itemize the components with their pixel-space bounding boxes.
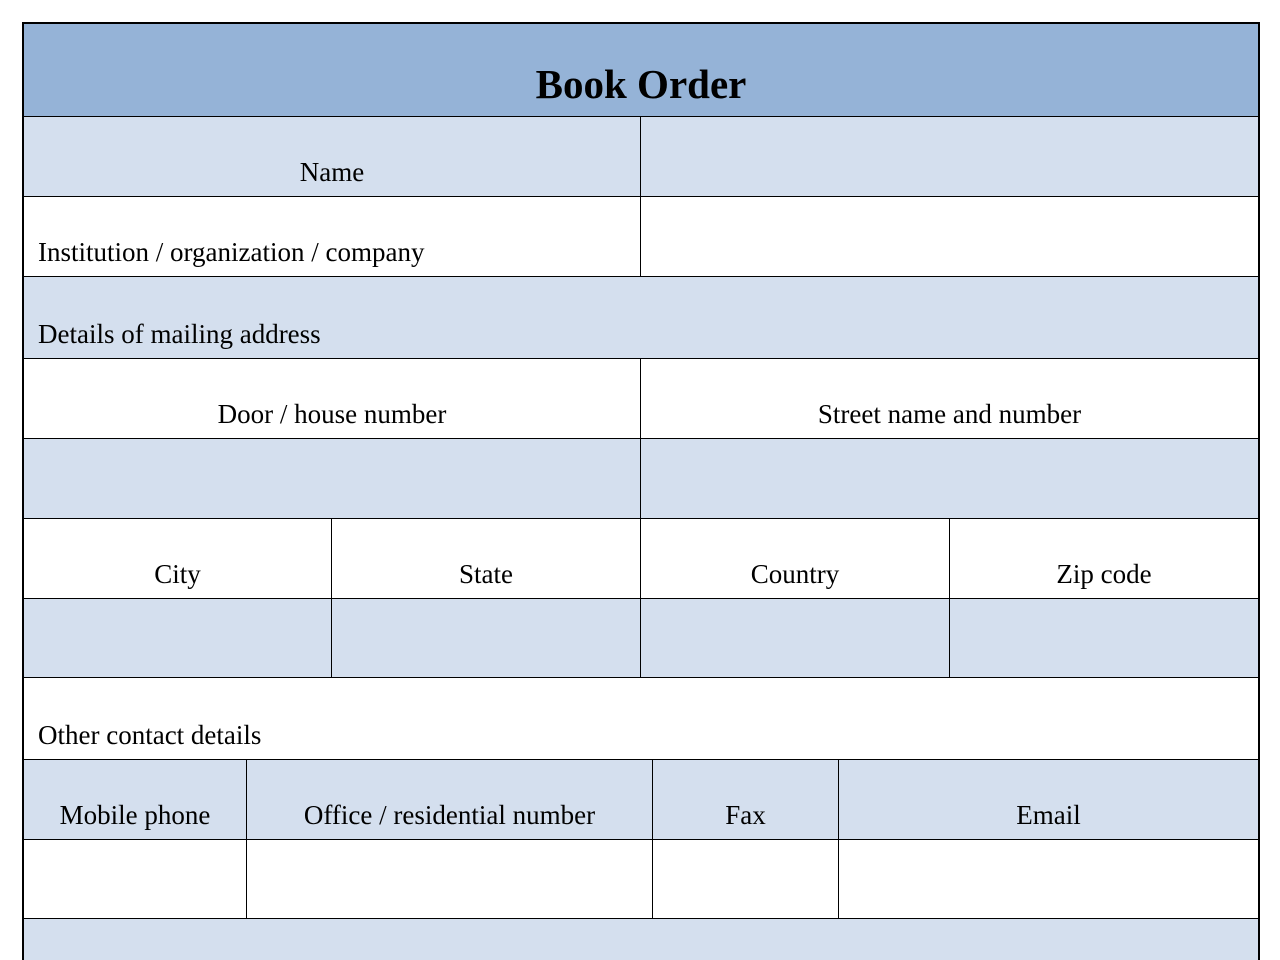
state-label-cell — [332, 519, 641, 598]
zip-label: Zip code — [1056, 559, 1152, 589]
door-field[interactable] — [24, 439, 641, 518]
fax-field[interactable] — [653, 840, 839, 918]
state-field[interactable] — [332, 599, 641, 677]
next-section-row — [24, 919, 1258, 960]
book-order-form — [22, 22, 1260, 960]
form-title: Book Order — [535, 61, 747, 107]
street-label-cell — [641, 359, 1258, 438]
email-label: Email — [1016, 800, 1081, 830]
mobile-label-cell — [24, 760, 247, 839]
state-label: State — [459, 559, 513, 589]
address-value-row — [24, 439, 1258, 519]
name-label-cell — [24, 117, 641, 196]
city-label-cell — [24, 519, 332, 598]
contact-label-row — [24, 760, 1258, 840]
zip-field[interactable] — [950, 599, 1258, 677]
city-field[interactable] — [24, 599, 332, 677]
office-label-cell — [247, 760, 653, 839]
country-label-cell — [641, 519, 950, 598]
office-field[interactable] — [247, 840, 653, 918]
name-label: Name — [299, 157, 365, 187]
location-label-row — [24, 519, 1258, 599]
fax-label-cell — [653, 760, 839, 839]
email-label-cell — [839, 760, 1258, 839]
office-label: Office / residential number — [303, 800, 596, 830]
contact-section-row — [24, 678, 1258, 760]
mobile-label: Mobile phone — [59, 800, 211, 830]
door-label-cell — [24, 359, 641, 438]
contact-value-row — [24, 840, 1258, 919]
email-field[interactable] — [839, 840, 1258, 918]
institution-label-cell — [24, 197, 641, 276]
mailing-section-row — [24, 277, 1258, 359]
street-field[interactable] — [641, 439, 1258, 518]
location-value-row — [24, 599, 1258, 678]
mailing-section-cell — [24, 277, 1258, 358]
institution-row — [24, 197, 1258, 277]
name-row — [24, 117, 1258, 197]
city-label: City — [154, 559, 201, 589]
street-label: Street name and number — [817, 399, 1082, 429]
fax-label: Fax — [725, 800, 766, 830]
address-label-row — [24, 359, 1258, 439]
zip-label-cell — [950, 519, 1258, 598]
mobile-field[interactable] — [24, 840, 247, 918]
country-field[interactable] — [641, 599, 950, 677]
institution-field[interactable] — [641, 197, 1258, 276]
name-field[interactable] — [641, 117, 1258, 196]
door-label: Door / house number — [217, 399, 447, 429]
mailing-section-heading: Details of mailing address — [38, 319, 321, 349]
contact-section-heading: Other contact details — [38, 720, 262, 750]
country-label: Country — [750, 559, 840, 589]
form-header — [24, 24, 1258, 117]
institution-label: Institution / organization / company — [38, 237, 425, 267]
contact-section-cell — [24, 678, 1258, 759]
